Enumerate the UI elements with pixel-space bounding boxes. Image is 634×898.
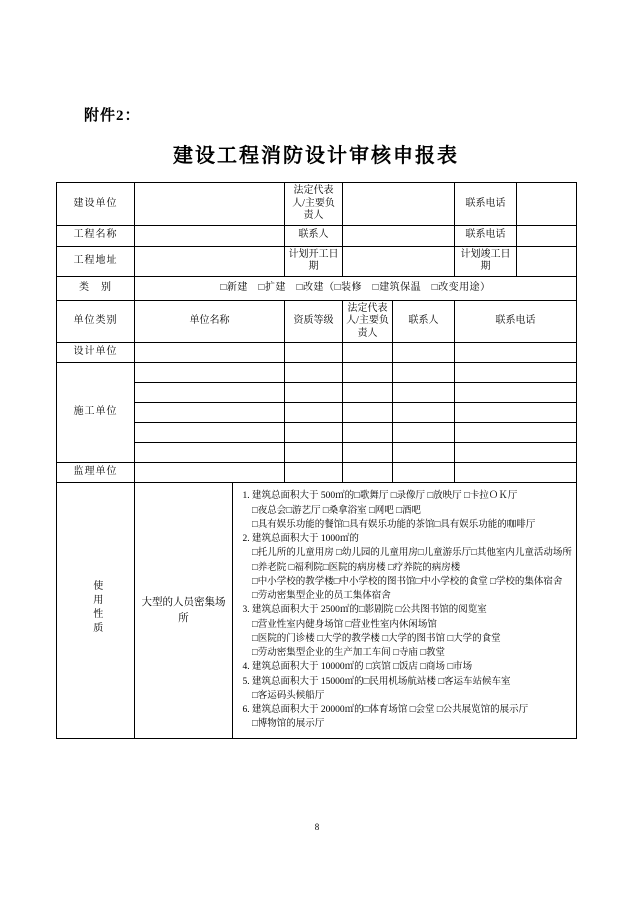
usage-item-sub: □营业性室内健身场馆 □营业性室内休闲场馆 bbox=[252, 619, 437, 630]
page-title: 建设工程消防设计审核申报表 bbox=[173, 145, 459, 167]
project-address-value[interactable] bbox=[135, 246, 285, 276]
construction-unit-phone[interactable] bbox=[455, 423, 577, 443]
list-item bbox=[252, 489, 573, 532]
contact-person-value[interactable] bbox=[343, 225, 455, 246]
list-item bbox=[252, 603, 573, 660]
legal-rep-label: 法定代表人/主要负责人 bbox=[285, 183, 343, 226]
table-row bbox=[57, 276, 577, 300]
construction-unit-contact[interactable] bbox=[393, 363, 455, 383]
supervision-unit-contact[interactable] bbox=[393, 463, 455, 483]
col-unit-name: 单位名称 bbox=[135, 300, 285, 343]
construction-unit-contact[interactable] bbox=[393, 423, 455, 443]
col-contact-person: 联系人 bbox=[393, 300, 455, 343]
list-item bbox=[252, 660, 573, 674]
list-item bbox=[252, 675, 573, 704]
construction-unit-name[interactable] bbox=[135, 423, 285, 443]
project-address-label: 工程地址 bbox=[57, 246, 135, 276]
col-qualification-level: 资质等级 bbox=[285, 300, 343, 343]
col-contact-phone: 联系电话 bbox=[455, 300, 577, 343]
planned-start-label: 计划开工日期 bbox=[285, 246, 343, 276]
table-row bbox=[57, 483, 577, 739]
application-form-table bbox=[56, 182, 577, 739]
usage-sub-label-text: 大型的人员密集场所 bbox=[141, 596, 226, 624]
usage-item-sub: □养老院 □福利院□医院的病房楼 □疗养院的病房楼 bbox=[252, 562, 461, 573]
construction-unit-legal-rep[interactable] bbox=[343, 443, 393, 463]
table-row bbox=[57, 363, 577, 383]
construction-unit-phone[interactable] bbox=[455, 443, 577, 463]
supervision-unit-name[interactable] bbox=[135, 463, 285, 483]
builder-unit-value[interactable] bbox=[135, 183, 285, 226]
contact-phone-label: 联系电话 bbox=[455, 183, 517, 226]
construction-unit-qualification[interactable] bbox=[285, 383, 343, 403]
usage-item-main: 建筑总面积大于 1000㎡的 bbox=[252, 534, 359, 545]
contact-person-label: 联系人 bbox=[285, 225, 343, 246]
planned-start-value[interactable] bbox=[343, 246, 455, 276]
supervision-unit-phone[interactable] bbox=[455, 463, 577, 483]
attachment-label: 附件2： bbox=[84, 108, 141, 124]
usage-item-main: 建筑总面积大于 20000㎡的□体育场馆 □会堂 □公共展览馆的展示厅 bbox=[252, 705, 529, 716]
builder-unit-label: 建设单位 bbox=[57, 183, 135, 226]
usage-item-sub: □具有娱乐功能的餐馆□具有娱乐功能的茶馆□具有娱乐功能的咖啡厅 bbox=[252, 519, 536, 530]
col-legal-rep: 法定代表人/主要负责人 bbox=[343, 300, 393, 343]
contact-phone2-label: 联系电话 bbox=[455, 225, 517, 246]
construction-unit-phone[interactable] bbox=[455, 403, 577, 423]
contact-phone2-value[interactable] bbox=[517, 225, 577, 246]
usage-item-sub: □医院的门诊楼 □大学的教学楼 □大学的图书馆 □大学的食堂 bbox=[252, 633, 501, 644]
usage-item-main: 建筑总面积大于 10000㎡的 □宾馆 □饭店 □商场 □市场 bbox=[252, 662, 473, 673]
construction-unit-contact[interactable] bbox=[393, 383, 455, 403]
usage-item-sub: □中小学校的教学楼□中小学校的图书馆□中小学校的食堂 □学校的集体宿舍 bbox=[252, 576, 563, 587]
construction-unit-legal-rep[interactable] bbox=[343, 423, 393, 443]
construction-unit-qualification[interactable] bbox=[285, 423, 343, 443]
table-row bbox=[57, 343, 577, 363]
contact-phone-value[interactable] bbox=[517, 183, 577, 226]
category-label: 类 别 bbox=[57, 276, 135, 300]
project-name-value[interactable] bbox=[135, 225, 285, 246]
project-name-label: 工程名称 bbox=[57, 225, 135, 246]
table-row bbox=[57, 463, 577, 483]
usage-item-sub: □夜总会□游艺厅 □桑拿浴室 □网吧 □酒吧 bbox=[252, 505, 421, 516]
table-row bbox=[57, 383, 577, 403]
usage-item-sub: □博物馆的展示厅 bbox=[252, 719, 325, 730]
usage-item-sub: □托儿所的儿童用房 □幼儿园的儿童用房□儿童游乐厅□其他室内儿童活动场所 bbox=[252, 548, 572, 559]
design-unit-name[interactable] bbox=[135, 343, 285, 363]
construction-unit-legal-rep[interactable] bbox=[343, 383, 393, 403]
supervision-unit-qualification[interactable] bbox=[285, 463, 343, 483]
construction-unit-name[interactable] bbox=[135, 403, 285, 423]
table-row bbox=[57, 403, 577, 423]
planned-end-label: 计划竣工日期 bbox=[455, 246, 517, 276]
usage-item-main: 建筑总面积大于 15000㎡的□民用机场航站楼 □客运车站候车室 bbox=[252, 676, 511, 687]
category-options[interactable]: □新建 □扩建 □改建（□装修 □建筑保温 □改变用途） bbox=[135, 276, 577, 300]
design-unit-label: 设计单位 bbox=[57, 343, 135, 363]
construction-unit-qualification[interactable] bbox=[285, 443, 343, 463]
construction-unit-legal-rep[interactable] bbox=[343, 363, 393, 383]
construction-unit-contact[interactable] bbox=[393, 443, 455, 463]
supervision-unit-legal-rep[interactable] bbox=[343, 463, 393, 483]
construction-unit-phone[interactable] bbox=[455, 383, 577, 403]
usage-sub-label bbox=[135, 483, 233, 739]
document-content bbox=[56, 104, 576, 739]
table-row bbox=[57, 443, 577, 463]
usage-item-main: 建筑总面积大于 2500㎡的□影剧院 □公共图书馆的阅览室 bbox=[252, 605, 487, 616]
list-item bbox=[252, 703, 573, 732]
usage-list bbox=[236, 489, 573, 731]
usage-nature-label-text: 使用性质 bbox=[90, 580, 102, 637]
planned-end-value[interactable] bbox=[517, 246, 577, 276]
table-row bbox=[57, 246, 577, 276]
supervision-unit-label: 监理单位 bbox=[57, 463, 135, 483]
usage-item-sub: □劳动密集型企业的生产加工车间 □寺庙 □教堂 bbox=[252, 648, 445, 659]
design-unit-legal-rep[interactable] bbox=[343, 343, 393, 363]
usage-item-sub: □客运码头候船厅 bbox=[252, 690, 325, 701]
design-unit-qualification[interactable] bbox=[285, 343, 343, 363]
table-row bbox=[57, 423, 577, 443]
construction-unit-qualification[interactable] bbox=[285, 403, 343, 423]
list-item bbox=[252, 532, 573, 603]
table-row bbox=[57, 300, 577, 343]
design-unit-phone[interactable] bbox=[455, 343, 577, 363]
usage-items-cell bbox=[233, 483, 577, 739]
usage-item-sub: □劳动密集型企业的员工集体宿舍 bbox=[252, 591, 391, 602]
unit-category-label: 单位类别 bbox=[57, 300, 135, 343]
usage-nature-label bbox=[57, 483, 135, 739]
table-row bbox=[57, 183, 577, 226]
construction-unit-name[interactable] bbox=[135, 443, 285, 463]
construction-unit-legal-rep[interactable] bbox=[343, 403, 393, 423]
design-unit-contact[interactable] bbox=[393, 343, 455, 363]
construction-unit-qualification[interactable] bbox=[285, 363, 343, 383]
construction-unit-phone[interactable] bbox=[455, 363, 577, 383]
legal-rep-value[interactable] bbox=[343, 183, 455, 226]
page-number: 8 bbox=[314, 822, 320, 832]
construction-unit-contact[interactable] bbox=[393, 403, 455, 423]
table-row bbox=[57, 225, 577, 246]
usage-item-main: 建筑总面积大于 500㎡的□歌舞厅 □录像厅 □放映厅 □卡拉ＯＫ厅 bbox=[252, 491, 518, 502]
construction-unit-name[interactable] bbox=[135, 363, 285, 383]
construction-unit-name[interactable] bbox=[135, 383, 285, 403]
construction-unit-label: 施工单位 bbox=[57, 363, 135, 463]
